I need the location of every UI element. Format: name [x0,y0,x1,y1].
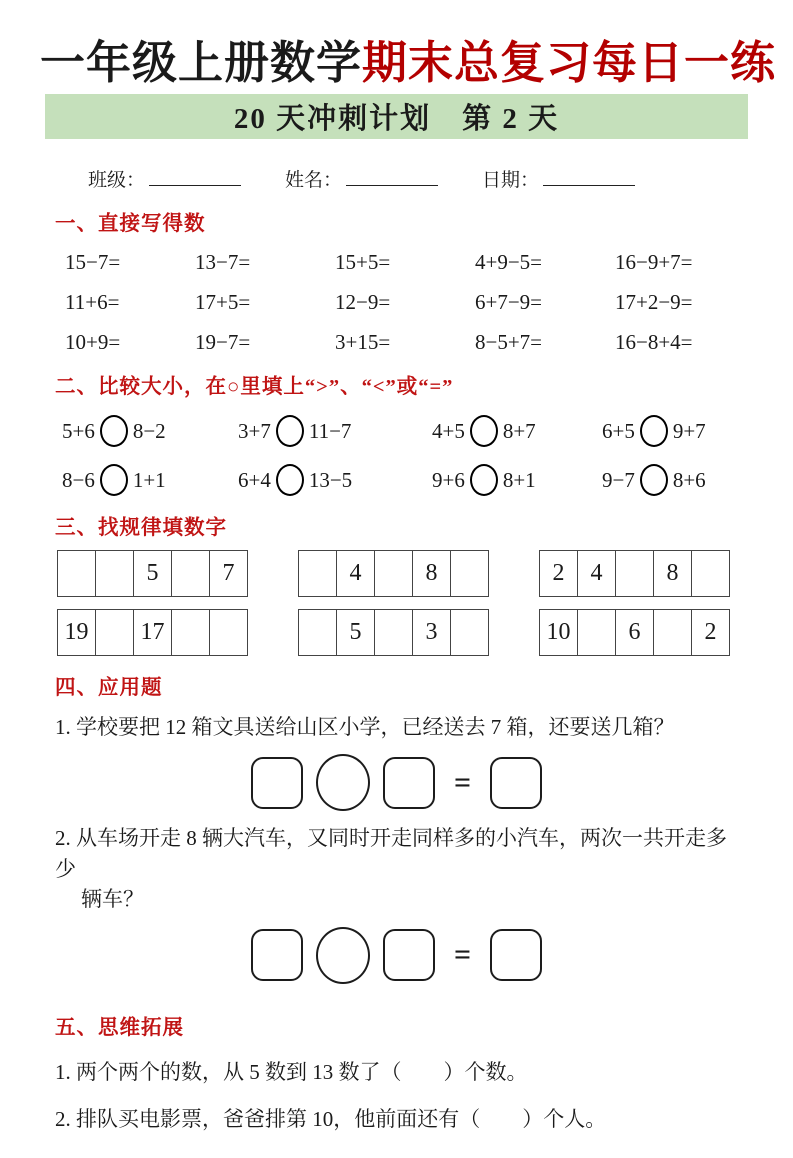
subtitle-text: 20 天冲刺计划 第 2 天 [233,103,560,135]
thinking-problem-1: 1. 两个两个的数，从 5 数到 13 数了（ ）个数。 [55,1059,528,1084]
compare-circle [470,415,498,447]
compare-circle [100,464,128,496]
date-field [482,165,635,192]
compare-left-expression: 3+7 [238,418,271,443]
pattern-table [298,550,489,597]
pattern-cell: 2 [692,610,730,656]
compare-left-expression: 5+6 [62,418,95,443]
answer-circle [316,927,370,984]
compare-circle [640,415,668,447]
pattern-cell: 17 [134,610,172,656]
title-black-part: 一年级上册数学 [40,38,363,88]
answer-box [383,929,435,981]
pattern-cell: 19 [58,610,96,656]
pattern-cell [578,610,616,656]
compare-circle [276,464,304,496]
section1-heading: 一、直接写得数 [55,213,206,235]
class-label: 班级： [88,170,146,191]
equals-sign: = [453,765,472,799]
answer-shapes-row-1 [0,754,793,811]
compare-item [602,415,793,447]
pattern-cell [210,610,248,656]
answer-box [251,757,303,809]
subtitle-banner [45,94,748,139]
calc-expression: 16−8+4= [615,330,693,354]
compare-right-expression: 8+7 [502,418,536,443]
word-problem-1-line: 1. 学校要把 12 箱文具送给山区小学，已经送去 7 箱，还要送几箱？ [55,715,675,739]
word-problem-2 [55,823,738,914]
pattern-table [539,609,730,656]
compare-item [432,415,602,447]
pattern-cell [172,551,210,597]
section2-heading: 二、比较大小，在○里填上“>”、“<”或“=” [55,376,454,398]
name-field [285,165,438,192]
calc-expression: 15+5= [335,250,391,274]
page-title [40,36,777,90]
compare-circle [276,415,304,447]
pattern-table [539,550,730,597]
pattern-cell [375,551,413,597]
pattern-cell: 5 [337,610,375,656]
pattern-cell: 3 [413,610,451,656]
equals-sign: = [453,938,472,972]
calc-expression: 3+15= [335,330,391,354]
calc-expression: 8−5+7= [475,330,543,354]
pattern-cell: 6 [616,610,654,656]
compare-circle [640,464,668,496]
compare-item [432,464,602,496]
pattern-cell: 2 [540,551,578,597]
compare-item [62,464,238,496]
compare-left-expression: 8−6 [62,467,95,492]
calc-expression: 12−9= [335,290,391,314]
compare-left-expression: 6+5 [602,418,635,443]
pattern-cell [692,551,730,597]
pattern-cell: 4 [337,551,375,597]
answer-circle [316,754,370,811]
thinking-problem-2: 2. 排队买电影票，爸爸排第 10，他前面还有（ ）个人。 [55,1107,607,1132]
compare-circle [470,464,498,496]
pattern-row-2 [57,609,793,656]
compare-right-expression: 9+7 [672,418,706,443]
pattern-cell: 8 [413,551,451,597]
section3-heading: 三、找规律填数字 [55,517,227,539]
calc-expression: 16−9+7= [615,250,693,274]
compare-right-expression: 11−7 [308,418,352,443]
compare-circle [100,415,128,447]
pattern-table [298,609,489,656]
pattern-row-1 [57,550,793,597]
pattern-cell: 4 [578,551,616,597]
pattern-cell [375,610,413,656]
pattern-table [57,609,248,656]
name-label: 姓名： [285,170,343,191]
calc-expression: 13−7= [195,250,251,274]
compare-item [602,464,793,496]
calc-grid [65,250,793,355]
date-label: 日期： [482,170,540,191]
compare-right-expression: 8+6 [672,467,706,492]
pattern-cell [654,610,692,656]
class-blank [149,166,241,186]
answer-box [490,929,542,981]
section4-heading: 四、应用题 [55,677,163,699]
pattern-cell [58,551,96,597]
pattern-cell [451,610,489,656]
pattern-cell: 7 [210,551,248,597]
compare-grid [62,415,793,496]
compare-left-expression: 9+6 [432,467,465,492]
compare-left-expression: 6+4 [238,467,271,492]
pattern-cell [451,551,489,597]
compare-item [238,415,432,447]
compare-left-expression: 4+5 [432,418,465,443]
title-red-part: 期末总复习每日一练 [362,38,777,88]
word-problem-2-line: 辆车？ [81,887,144,912]
pattern-cell [172,610,210,656]
word-problem-2-line: 2. 从车场开走 8 辆大汽车，又同时开走同样多的小汽车，两次一共开走多少 [55,826,727,881]
answer-box [490,757,542,809]
compare-right-expression: 8+1 [502,467,536,492]
calc-expression: 6+7−9= [475,290,543,314]
answer-box [251,929,303,981]
pattern-cell [616,551,654,597]
answer-box [383,757,435,809]
calc-expression: 17+2−9= [615,290,693,314]
name-blank [346,166,438,186]
compare-item [238,464,432,496]
answer-shapes-row-2 [0,927,793,984]
word-problem-1 [55,712,738,742]
calc-expression: 19−7= [195,330,251,354]
section5-heading: 五、思维拓展 [55,1016,184,1039]
pattern-cell: 8 [654,551,692,597]
worksheet-page [0,36,793,1158]
pattern-cell: 5 [134,551,172,597]
pattern-cell [299,551,337,597]
pattern-cell [299,610,337,656]
pattern-table [57,550,248,597]
class-field [88,165,241,192]
pattern-cell: 10 [540,610,578,656]
pattern-cell [96,551,134,597]
pattern-cell [96,610,134,656]
compare-right-expression: 8−2 [132,418,166,443]
calc-expression: 15−7= [65,250,121,274]
compare-left-expression: 9−7 [602,467,635,492]
calc-expression: 17+5= [195,290,251,314]
date-blank [543,166,635,186]
student-info-row [88,165,793,192]
calc-expression: 11+6= [65,290,120,314]
compare-right-expression: 1+1 [132,467,166,492]
compare-item [62,415,238,447]
calc-expression: 4+9−5= [475,250,543,274]
calc-expression: 10+9= [65,330,121,354]
compare-right-expression: 13−5 [308,467,353,492]
